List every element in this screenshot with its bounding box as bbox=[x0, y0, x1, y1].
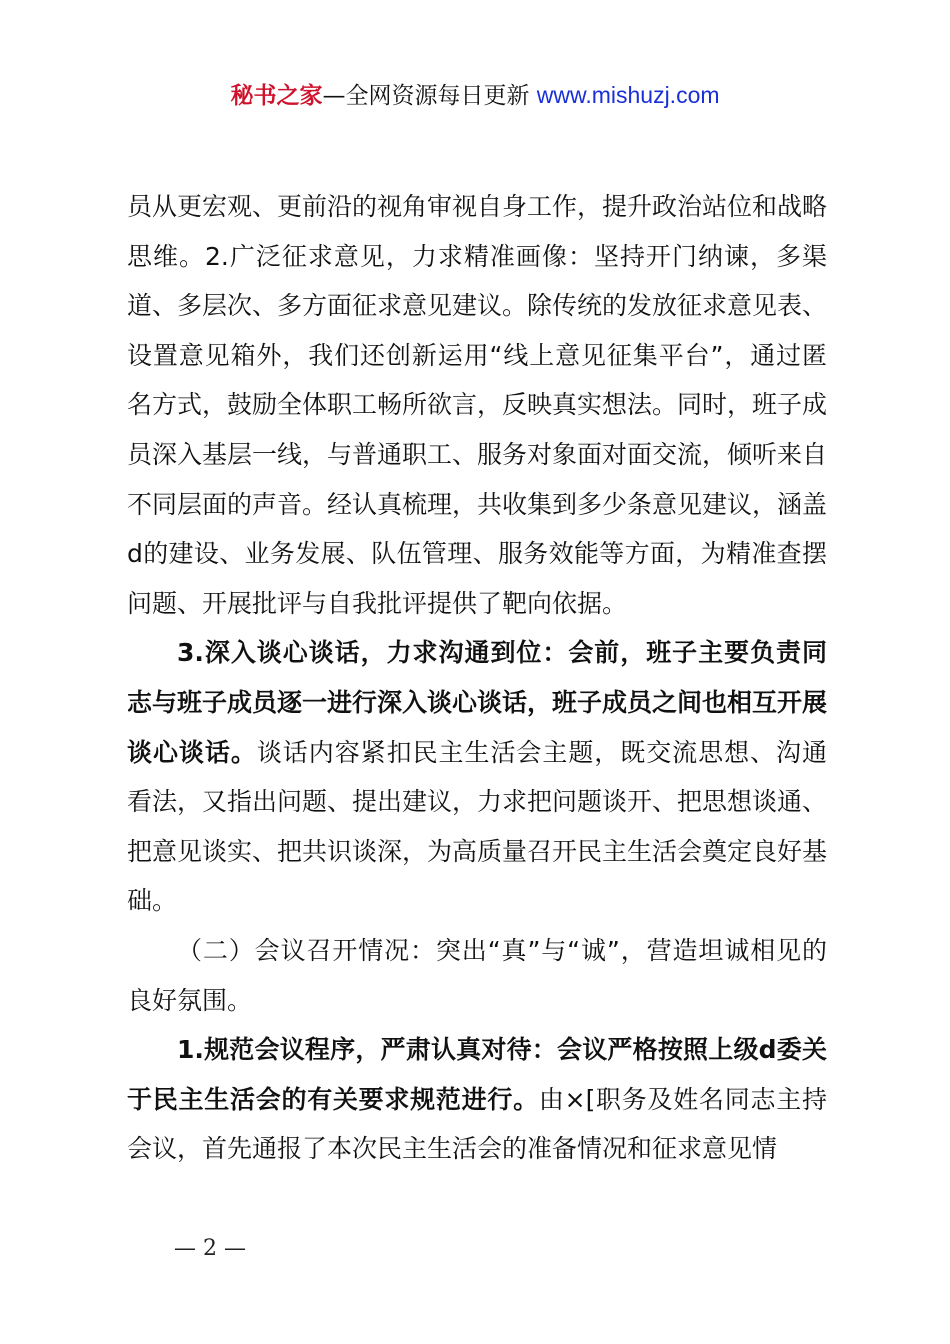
page-number: — 2 — bbox=[174, 1236, 246, 1261]
site-header bbox=[0, 78, 950, 113]
paragraph-4-text: 由×[职务及姓名同志主持会议，首先通报了本次民主生活会的准备情况和征求意见情 bbox=[127, 1084, 827, 1164]
site-url-link[interactable]: www.mishuzj.com bbox=[536, 82, 720, 108]
paragraph-2-heading: 3.深入谈心谈话，力求沟通到位：会前，班子主要负责同志与班子成员逐一进行深入谈心谈话，班子成员之间也相互开展谈心谈话。 bbox=[127, 638, 828, 767]
paragraph-4 bbox=[127, 1025, 827, 1174]
paragraph-2 bbox=[127, 628, 827, 926]
paragraph-4-heading: 1.规范会议程序，严肃认真对待：会议严格按照上级d委关于民主生活会的有关要求规范进行。 bbox=[127, 1035, 827, 1114]
paragraph-2-text: 谈话内容紧扣民主生活会主题，既交流思想、沟通看法，又指出问题、提出建议，力求把问题谈开、把思想谈通、把意见谈实、把共识谈深，为高质量召开民主生活会奠定良好基础。 bbox=[127, 737, 828, 916]
site-slogan: —全网资源每日更新 bbox=[322, 83, 537, 109]
document-body bbox=[127, 182, 827, 1174]
section-heading-2: （二）会议召开情况：突出“真”与“诚”，营造坦诚相见的良好氛围。 bbox=[127, 935, 827, 1015]
site-brand: 秘书之家 bbox=[230, 83, 323, 109]
paragraph-1: 员从更宏观、更前沿的视角审视自身工作，提升政治站位和战略思维。2.广泛征求意见，力求精准画像：坚持开门纳谏，多渠道、多层次、多方面征求意见建议。除传统的发放征求意见表、设置意见箱外，我们还创新运用“线上意见征集平台”，通过匿名方式，鼓励全体职工畅所欲言，反映真实想法。同时，班子成员深入基层一线，与普通职工、服务对象面对面交流，倾听来自不同层面的声音。经认真梳理，共收集到多少条意见建议，涵盖d的建设、业务发展、队伍管理、服务效能等方面，为精准查摆问题、开展批评与自我批评提供了靶向依据。 bbox=[127, 192, 828, 618]
